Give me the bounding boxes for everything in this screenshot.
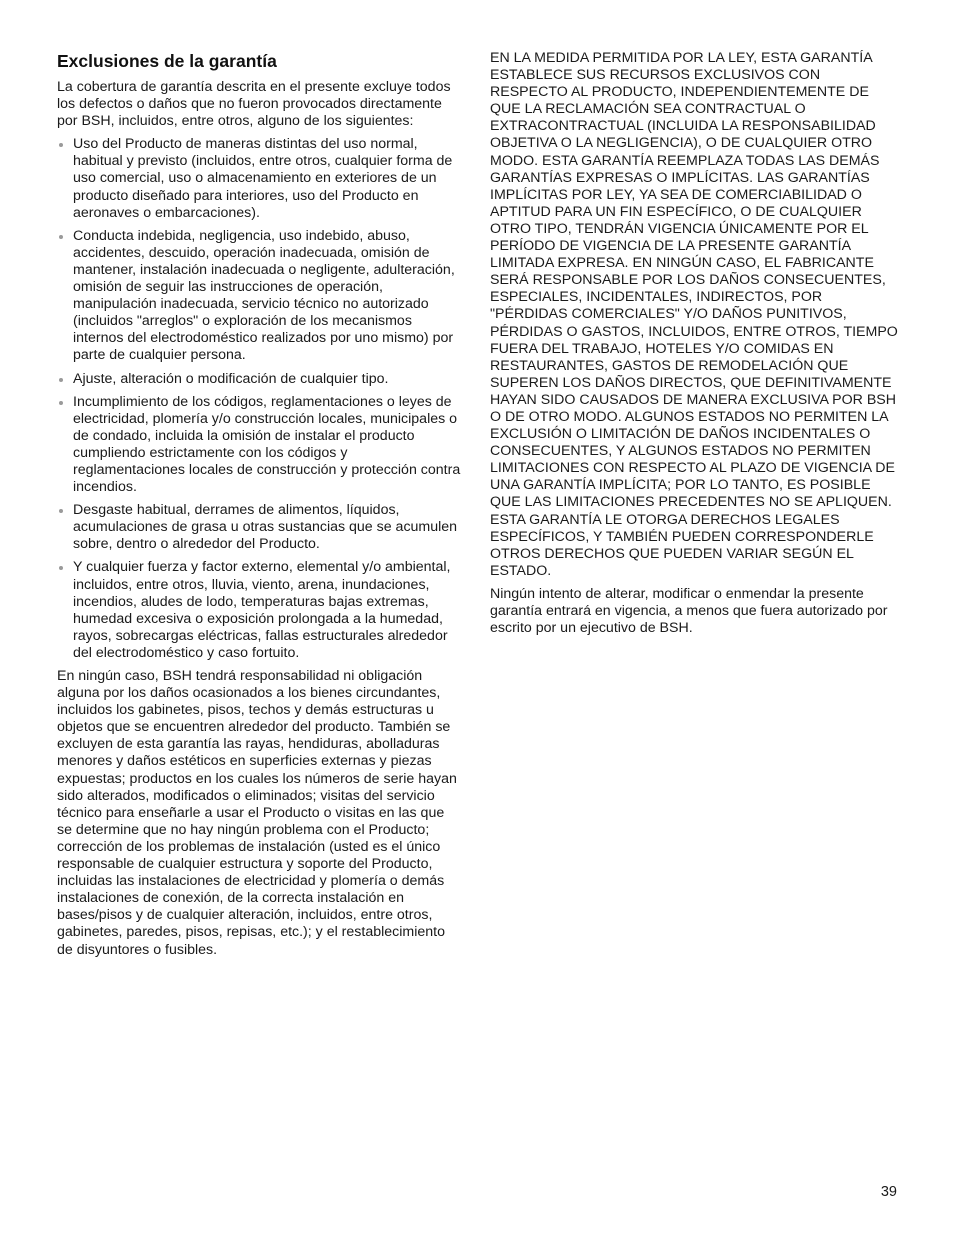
bullet-icon bbox=[59, 143, 63, 147]
list-item-text: Desgaste habitual, derrames de alimentos, líquidos, acumulaciones de grasa u otras sustancias que se acumulen sobre, dentro o alrededor del Producto. bbox=[73, 502, 458, 553]
list-item bbox=[57, 559, 462, 662]
list-item-text: Incumplimiento de los códigos, reglamentaciones o leyes de electricidad, plomería y/o construcción locales, municipales o de condado, incluida la omisión de instalar el producto cumpliendo estrictamente con los códigos y reglamentaciones locales de construcción y protección contra incendios. bbox=[73, 393, 461, 496]
exclusions-list bbox=[57, 136, 462, 662]
bullet-icon bbox=[59, 378, 63, 382]
legal-notice-paragraph: EN LA MEDIDA PERMITIDA POR LA LEY, ESTA GARANTÍA ESTABLECE SUS RECURSOS EXCLUSIVOS CON RESPECTO AL PRODUCTO, INDEPENDIENTEMENTE DE QUE LA RECLAMACIÓN SEA CONTRACTUAL O EXTRACONTRACTUAL (INCLUIDA LA RESPONSABILIDAD OBJETIVA O LA NEGLIGENCIA), O DE CUALQUIER OTRO MODO. ESTA GARANTÍA REEMPLAZA TODAS LAS DEMÁS GARANTÍAS EXPRESAS O IMPLÍCITAS. LAS GARANTÍAS IMPLÍCITAS POR LEY, YA SEA DE COMERCIABILIDAD O APTITUD PARA UN FIN ESPECÍFICO, O DE CUALQUIER OTRO TIPO, TENDRÁN VIGENCIA ÚNICAMENTE POR EL PERÍODO DE VIGENCIA DE LA PRESENTE GARANTÍA LIMITADA EXPRESA. EN NINGÚN CASO, EL FABRICANTE SERÁ RESPONSABLE POR LOS DAÑOS CONSECUENTES, ESPECIALES, INCIDENTALES, INDIRECTOS, POR "PÉRDIDAS COMERCIALES" Y/O DAÑOS PUNITIVOS, PÉRDIDAS O GASTOS, INCLUIDOS, ENTRE OTROS, TIEMPO FUERA DEL TRABAJO, HOTELES Y/O COMIDAS EN RESTAURANTES, GASTOS DE REMODELACIÓN QUE SUPEREN LOS DAÑOS DIRECTOS, QUE DEFINITIVAMENTE HAYAN SIDO CAUSADOS DE MANERA EXCLUSIVA POR BSH O DE OTRO MODO. ALGUNOS ESTADOS NO PERMITEN LA EXCLUSIÓN O LIMITACIÓN DE DAÑOS INCIDENTALES O CONSECUENTES, Y ALGUNOS ESTADOS NO PERMITEN LIMITACIONES CON RESPECTO AL PLAZO DE VIGENCIA DE UNA GARANTÍA IMPLÍCITA; POR LO TANTO, ES POSIBLE QUE LAS LIMITACIONES PRECEDENTES NO SE APLIQUEN. ESTA GARANTÍA LE OTORGA DERECHOS LEGALES ESPECÍFICOS, Y TAMBIÉN PUEDEN CORRESPONDERLE OTROS DERECHOS QUE PUEDEN VARIAR SEGÚN EL ESTADO. bbox=[490, 50, 898, 579]
list-item-text: Ajuste, alteración o modificación de cualquier tipo. bbox=[73, 370, 389, 387]
section-heading: Exclusiones de la garantía bbox=[57, 51, 277, 71]
list-item-text: Conducta indebida, negligencia, uso indebido, abuso, accidentes, descuido, operación inadecuada, omisión de mantener, instalación inadecuada o negligente, adulteración, omisión de seguir las instrucciones de operación, manipulación inadecuada, servicio técnico no autorizado (incluidos "arreglos" o exploración de los mecanismos internos del electrodoméstico realizados por uno mismo) por parte de cualquier persona. bbox=[73, 227, 455, 364]
list-item bbox=[57, 371, 462, 388]
bullet-icon bbox=[59, 509, 63, 513]
right-column bbox=[490, 50, 898, 643]
bullet-icon bbox=[59, 235, 63, 239]
list-item bbox=[57, 502, 462, 553]
list-item-text: Y cualquier fuerza y factor externo, elemental y/o ambiental, incluidos, entre otros, lluvia, viento, arena, inundaciones, incendios, aludes de lodo, temperaturas bajas extremas, humedad excesiva o exposición prolongada a la humedad, rayos, sobrecargas eléctricas, fallas estructurales alrededor del electrodoméstico y caso fortuito. bbox=[73, 559, 451, 661]
list-item-text: Uso del Producto de maneras distintas del uso normal, habitual y previsto (incluidos, entre otros, cualquier forma de uso comercial, uso o almacenamiento en exteriores de un producto diseñado para interiores, uso del Producto en aeronaves o embarcaciones). bbox=[73, 136, 453, 221]
list-item bbox=[57, 394, 462, 497]
list-item bbox=[57, 136, 462, 221]
final-paragraph: Ningún intento de alterar, modificar o enmendar la presente garantía entrará en vigencia, a menos que fuera autorizado por escrito por un ejecutivo de BSH. bbox=[490, 585, 888, 637]
bullet-icon bbox=[59, 566, 63, 570]
left-column bbox=[57, 50, 462, 965]
bullet-icon bbox=[59, 401, 63, 405]
intro-paragraph: La cobertura de garantía descrita en el presente excluye todos los defectos o daños que no fueron provocados directamente por BSH, incluidos, entre otros, alguno de los siguientes: bbox=[57, 79, 451, 130]
page-number: 39 bbox=[880, 1184, 897, 1200]
closing-paragraph: En ningún caso, BSH tendrá responsabilidad ni obligación alguna por los daños ocasionados a los bienes circundantes, incluidos los gabinetes, pisos, techos y demás estructuras u objetos que se encuentren alrededor del producto. También se excluyen de esta garantía las rayas, hendiduras, abolladuras menores y daños estéticos en superficies externas y piezas expuestas; productos en los cuales los números de serie hayan sido alterados, modificados o eliminados; visitas del servicio técnico para enseñarle a usar el Producto o visitas en las que se determine que no hay ningún problema con el Producto; corrección de los problemas de instalación (usted es el único responsable de cualquier estructura y soporte del Producto, incluidas las instalaciones de electricidad y plomería o demás instalaciones de conexión, de la correcta instalación en bases/pisos y de cualquier alteración, incluidos, entre otros, gabinetes, paredes, pisos, repisas, etc.); y el restablecimiento de disyuntores o fusibles. bbox=[57, 668, 457, 958]
list-item bbox=[57, 228, 462, 365]
